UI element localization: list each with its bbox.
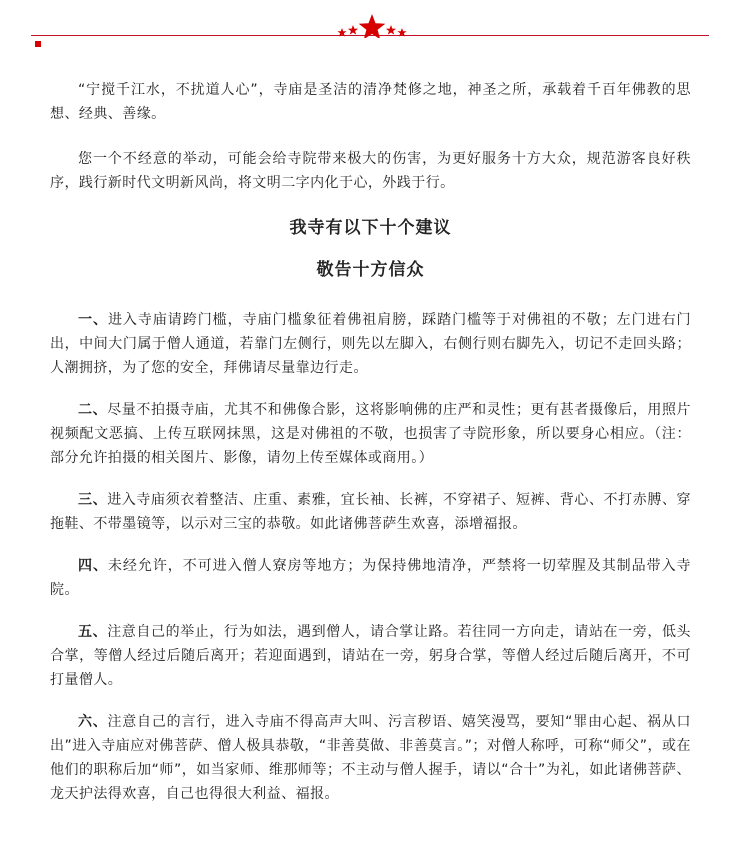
item-number: 六、 bbox=[78, 714, 108, 730]
intro-paragraph-1: “宁搅千江水，不扰道人心”，寺庙是圣洁的清净梵修之地，神圣之所，承载着千百年佛教的思想、经典、善缘。 bbox=[50, 82, 691, 122]
suggestion-item-3 bbox=[50, 488, 691, 536]
item-number: 二、 bbox=[78, 402, 108, 418]
suggestion-item-6 bbox=[50, 710, 691, 806]
item-number: 四、 bbox=[78, 558, 108, 574]
item-number: 三、 bbox=[78, 492, 108, 508]
item-text: 未经允许，不可进入僧人寮房等地方；为保持佛地清净，严禁将一切荤腥及其制品带入寺院。 bbox=[50, 558, 691, 598]
item-text: 注意自己的举止，行为如法，遇到僧人，请合掌让路。若往同一方向走，请站在一旁，低头合掌，等僧人经过后随后离开；若迎面遇到，请站在一旁，躬身合掌，等僧人经过后随后离开，不可打量僧人。 bbox=[50, 624, 691, 688]
star-small-left-inner bbox=[348, 25, 358, 35]
item-text: 尽量不拍摄寺庙，尤其不和佛像合影，这将影响佛的庄严和灵性；更有甚者摄像后，用照片视频配文恶搞、上传互联网抹黑，这是对佛祖的不敬，也损害了寺院形象，所以要身心相应。（注：部分允许拍摄的相关图片、影像，请勿上传至媒体或商用。） bbox=[50, 402, 691, 466]
suggestion-item-5 bbox=[50, 620, 691, 692]
star-small-left-outer bbox=[337, 28, 346, 37]
corner-marker bbox=[35, 41, 41, 47]
intro-paragraph-2: 您一个不经意的举动，可能会给寺院带来极大的伤害，为更好服务十方大众，规范游客良好秩序，践行新时代文明新风尚，将文明二字内化于心，外践于行。 bbox=[50, 151, 691, 191]
item-text: 进入寺庙请跨门槛，寺庙门槛象征着佛祖肩膀，踩踏门槛等于对佛祖的不敬；左门进右门出，中间大门属于僧人通道，若靠门左侧行，则先以左脚入，右侧行则右脚先入，切记不走回头路；人潮拥挤，为了您的安全，拜佛请尽量靠边行走。 bbox=[50, 312, 691, 376]
item-text: 注意自己的言行，进入寺庙不得高声大叫、污言秽语、嬉笑漫骂，要知“罪由心起、祸从口出”进入寺庙应对佛菩萨、僧人极具恭敬，“非善莫做、非善莫言。”；对僧人称呼，可称“师父”，或在他们的职称后加“师”，如当家师、维那师等；不主动与僧人握手，请以“合十”为礼，如此诸佛菩萨、龙天护法得欢喜，自己也得很大利益、福报。 bbox=[50, 714, 691, 802]
article-subtitle: 敬告十方信众 bbox=[316, 260, 425, 280]
star-small-right-inner bbox=[386, 25, 396, 35]
suggestion-item-2 bbox=[50, 398, 691, 470]
article-body bbox=[50, 78, 691, 824]
star-large bbox=[359, 14, 386, 38]
star-small-right-outer bbox=[397, 28, 406, 37]
article-title: 我寺有以下十个建议 bbox=[289, 218, 452, 238]
suggestion-item-4 bbox=[50, 554, 691, 602]
item-number: 五、 bbox=[78, 624, 108, 640]
item-text: 进入寺庙须衣着整洁、庄重、素雅，宜长袖、长裤，不穿裙子、短裤、背心、不打赤膊、穿拖鞋、不带墨镜等，以示对三宝的恭敬。如此诸佛菩萨生欢喜，添增福报。 bbox=[50, 492, 691, 532]
star-emblem-icon bbox=[336, 14, 408, 38]
item-number: 一、 bbox=[78, 312, 108, 328]
suggestion-item-1 bbox=[50, 308, 691, 380]
